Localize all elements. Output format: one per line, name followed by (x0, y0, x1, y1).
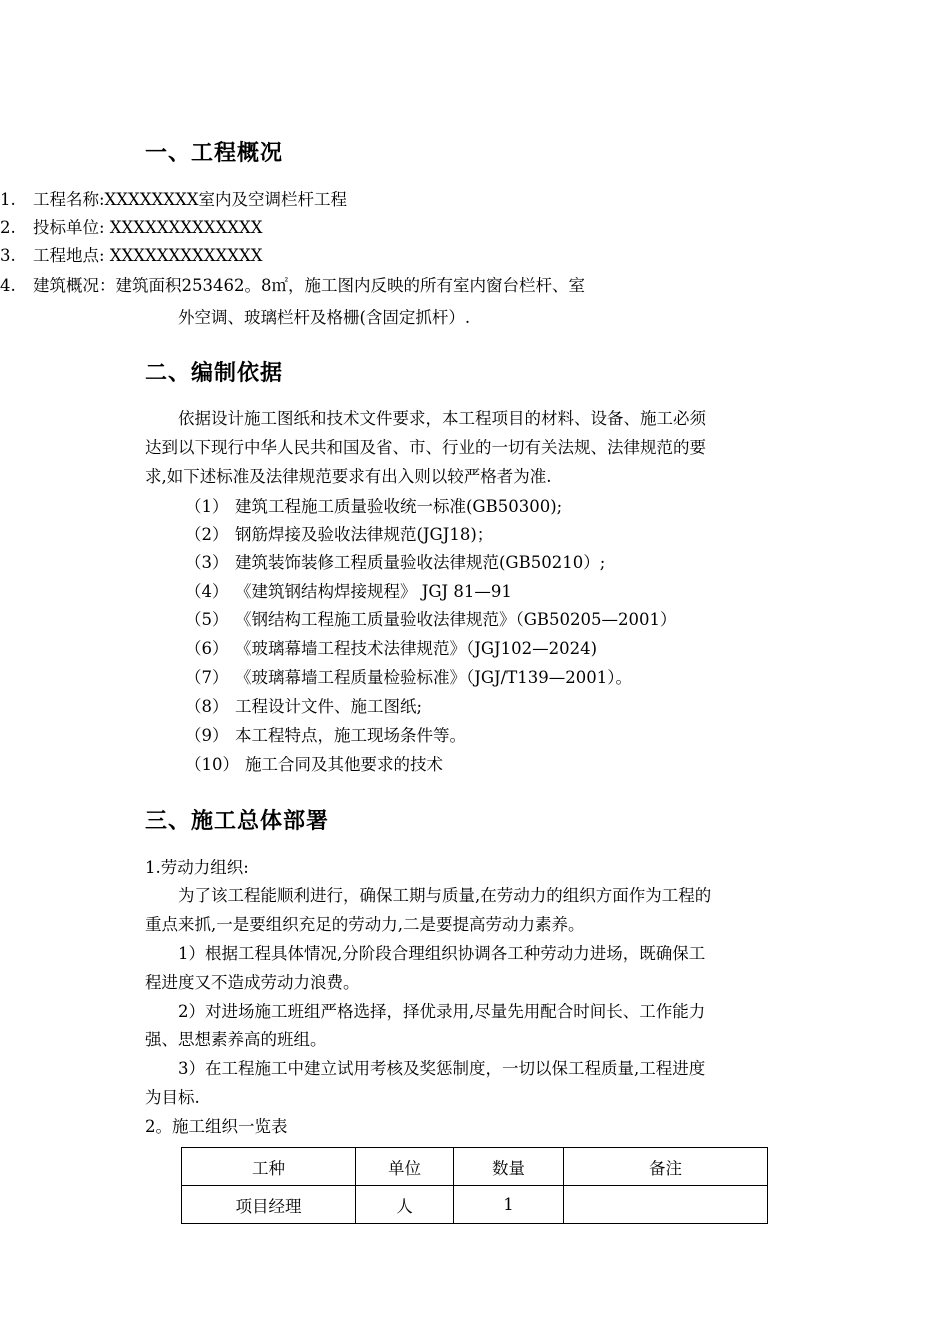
paragraph-line: 程进度又不造成劳动力浪费。 (145, 973, 360, 992)
item-text: 工程名称:XXXXXXXX室内及空调栏杆工程 (33, 190, 348, 209)
standard-item (185, 693, 422, 721)
section-3-heading: 三、施工总体部署 (145, 808, 330, 834)
item-number: （9） (185, 726, 229, 745)
paragraph-line: 强、思想素养高的班组。 (145, 1030, 327, 1049)
standard-item (185, 722, 466, 750)
item-number: （3） (185, 553, 229, 572)
table-header-cell: 数量 (454, 1148, 564, 1186)
subheading: 1.劳动力组织: (145, 858, 249, 877)
item-text: 施工合同及其他要求的技术 (245, 755, 443, 774)
table-header-row (182, 1148, 768, 1186)
item-text: 建筑概况：建筑面积253462。8㎡，施工图内反映的所有室内窗台栏杆、室 (33, 276, 585, 295)
paragraph-line: 1）根据工程具体情况,分阶段合理组织协调各工种劳动力进场，既确保工 (178, 944, 706, 963)
standard-item (185, 549, 605, 577)
table-header-cell: 备注 (564, 1148, 768, 1186)
item-number: 4. (0, 276, 16, 295)
item-text: 《钢结构工程施工质量验收法律规范》（GB50205—2001） (235, 610, 677, 629)
item-text: 建筑工程施工质量验收统一标准(GB50300); (235, 497, 563, 516)
organization-table (181, 1147, 768, 1224)
item-number: （10） (185, 755, 239, 774)
item-text: 《建筑钢结构焊接规程》 JGJ 81—91 (235, 582, 512, 601)
table-header-cell: 单位 (356, 1148, 454, 1186)
item-text: 工程地点: XXXXXXXXXXXXX (33, 246, 263, 265)
table-cell (564, 1186, 768, 1224)
paragraph-line: 达到以下现行中华人民共和国及省、市、行业的一切有关法规、法律规范的要 (145, 438, 706, 457)
list-item (0, 272, 585, 300)
table-cell: 人 (356, 1186, 454, 1224)
standard-item (185, 606, 677, 634)
paragraph-line: 为目标. (145, 1088, 200, 1107)
item-number: （6） (185, 639, 229, 658)
item-number: 2. (0, 218, 16, 237)
item-text: 投标单位: XXXXXXXXXXXXX (33, 218, 263, 237)
paragraph-line: 为了该工程能顺利进行，确保工期与质量,在劳动力的组织方面作为工程的 (178, 886, 712, 905)
paragraph-line: 重点来抓,一是要组织充足的劳动力,二是要提高劳动力素养。 (145, 915, 585, 934)
list-item (0, 214, 263, 242)
item-number: （5） (185, 610, 229, 629)
item-text: 工程设计文件、施工图纸; (235, 697, 423, 716)
item-number: 1. (0, 190, 16, 209)
item-text: 建筑装饰装修工程质量验收法律规范(GB50210）; (235, 553, 606, 572)
table-row (182, 1186, 768, 1224)
section-2-heading: 二、编制依据 (145, 360, 284, 386)
table-cell: 1 (454, 1186, 564, 1224)
standard-item (185, 751, 443, 779)
table-header-cell: 工种 (182, 1148, 356, 1186)
subheading: 2。施工组织一览表 (145, 1117, 288, 1136)
item-text: 本工程特点，施工现场条件等。 (235, 726, 466, 745)
item-number: （8） (185, 697, 229, 716)
standard-item (185, 493, 562, 521)
list-item (0, 186, 347, 214)
paragraph-line: 求,如下述标准及法律规范要求有出入则以较严格者为准. (145, 467, 552, 486)
item-number: （2） (185, 525, 229, 544)
list-item-continuation: 外空调、玻璃栏杆及格栅(含固定抓杆）. (178, 308, 471, 327)
item-number: （7） (185, 668, 229, 687)
standard-item (185, 578, 512, 606)
table-cell: 项目经理 (182, 1186, 356, 1224)
list-item (0, 242, 263, 270)
item-number: （1） (185, 497, 229, 516)
paragraph-line: 2）对进场施工班组严格选择，择优录用,尽量先用配合时间长、工作能力 (178, 1002, 706, 1021)
item-text: 《玻璃幕墙工程技术法律规范》（JGJ102—2024) (235, 639, 598, 658)
item-number: 3. (0, 246, 16, 265)
item-text: 钢筋焊接及验收法律规范(JGJ18)； (235, 525, 494, 544)
standard-item (185, 635, 597, 663)
standard-item (185, 664, 632, 692)
item-number: （4） (185, 582, 229, 601)
item-text: 《玻璃幕墙工程质量检验标准》（JGJ/T139—2001）。 (235, 668, 632, 687)
paragraph-line: 依据设计施工图纸和技术文件要求，本工程项目的材料、设备、施工必须 (178, 409, 706, 428)
standard-item (185, 521, 493, 549)
paragraph-line: 3）在工程施工中建立试用考核及奖惩制度，一切以保工程质量,工程进度 (178, 1059, 706, 1078)
section-1-heading: 一、工程概况 (145, 140, 284, 166)
